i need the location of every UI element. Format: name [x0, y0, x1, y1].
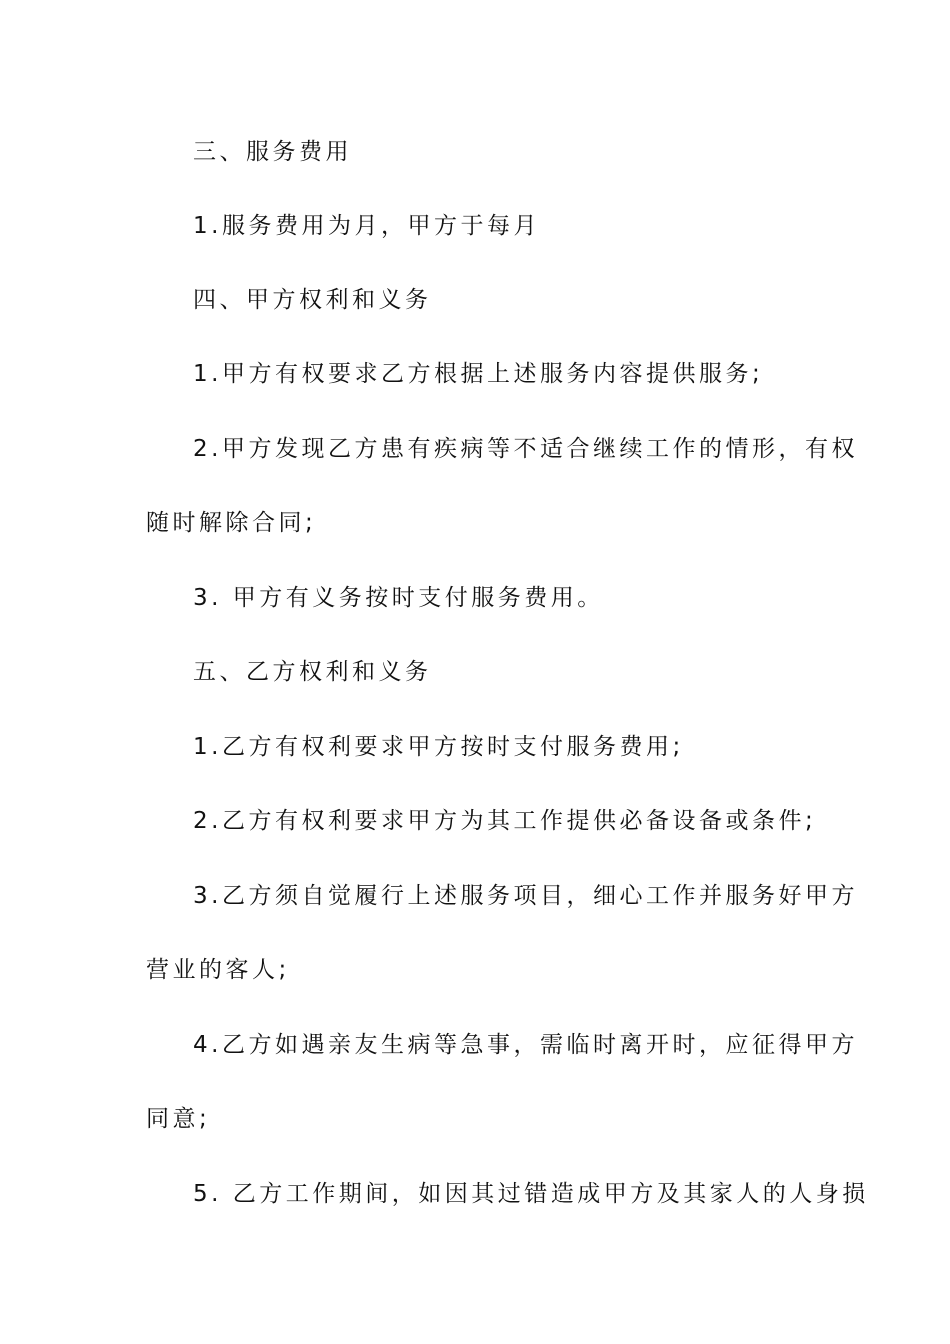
- paragraph-party-b-1: 1.乙方有权利要求甲方按时支付服务费用;: [193, 734, 684, 760]
- paragraph-party-b-3: 3.乙方须自觉履行上述服务项目，细心工作并服务好甲方: [193, 883, 858, 909]
- section-heading-party-a: 四、甲方权利和义务: [193, 287, 432, 313]
- paragraph-fee-1: 1.服务费用为月，甲方于每月: [193, 213, 540, 239]
- paragraph-party-a-1: 1.甲方有权要求乙方根据上述服务内容提供服务;: [193, 361, 764, 387]
- paragraph-party-b-5: 5. 乙方工作期间，如因其过错造成甲方及其家人的人身损: [193, 1181, 869, 1207]
- section-heading-party-b: 五、乙方权利和义务: [193, 659, 432, 685]
- section-heading-service-fee: 三、服务费用: [193, 139, 352, 165]
- paragraph-party-b-4-continued: 同意;: [146, 1106, 211, 1132]
- paragraph-party-b-4: 4.乙方如遇亲友生病等急事，需临时离开时，应征得甲方: [193, 1032, 858, 1058]
- paragraph-party-b-3-continued: 营业的客人;: [146, 957, 290, 983]
- paragraph-party-a-2-continued: 随时解除合同;: [146, 510, 317, 536]
- paragraph-party-a-2: 2.甲方发现乙方患有疾病等不适合继续工作的情形，有权: [193, 436, 858, 462]
- paragraph-party-b-2: 2.乙方有权利要求甲方为其工作提供必备设备或条件;: [193, 808, 817, 834]
- paragraph-party-a-3: 3. 甲方有义务按时支付服务费用。: [193, 585, 604, 611]
